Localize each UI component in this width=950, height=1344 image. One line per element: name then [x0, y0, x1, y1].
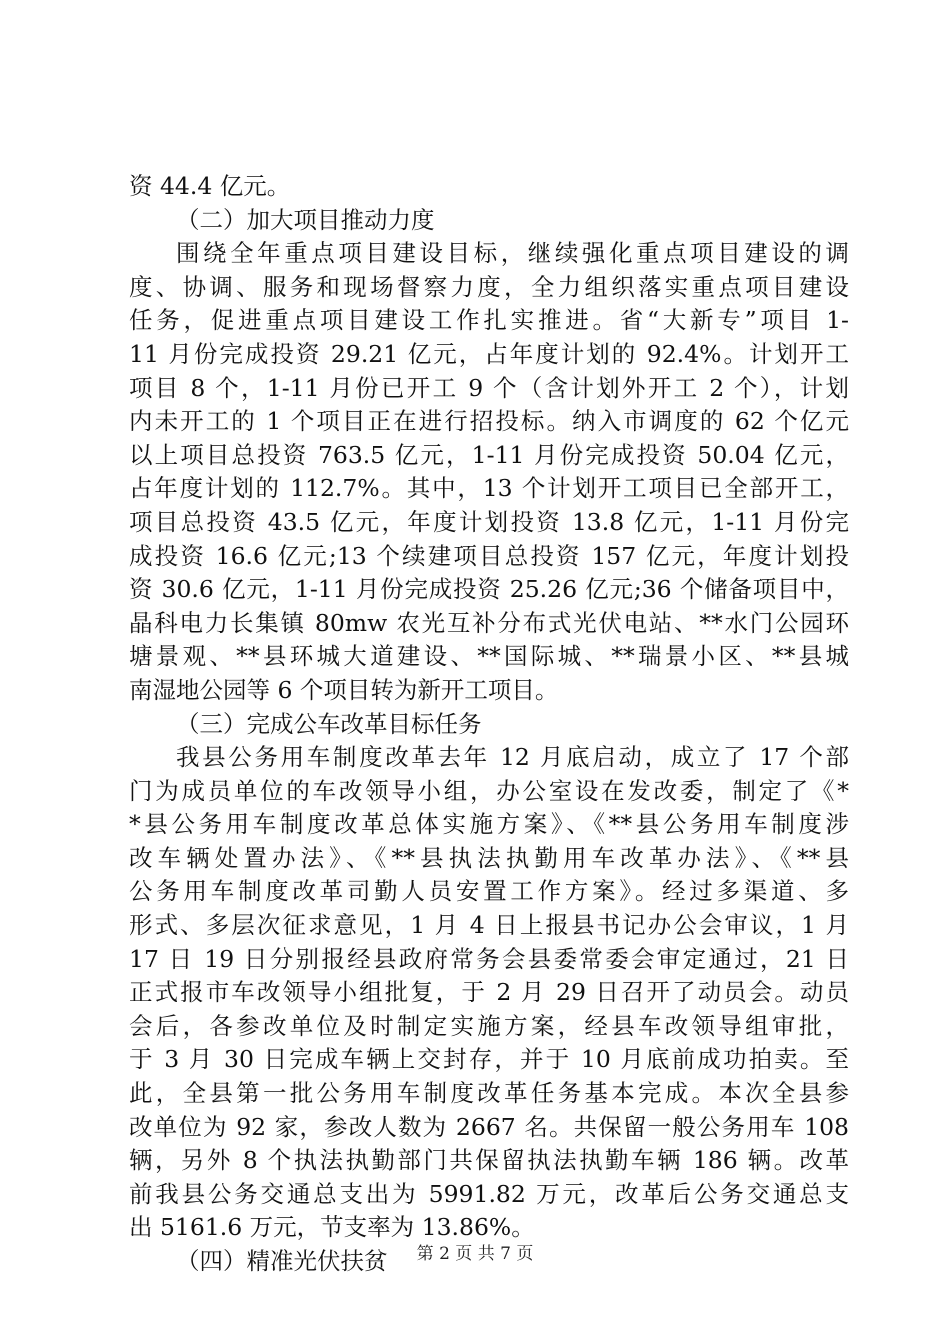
text-line: 围绕全年重点项目建设目标，继续强化重点项目建设的调 [176, 239, 849, 268]
document-body [129, 170, 849, 1279]
text-line: 前我县公务交通总支出为 5991.82 万元，改革后公务交通总支 [129, 1179, 849, 1208]
text-line: 正式报市车改领导小组批复，于 2 月 29 日召开了动员会。动员 [129, 978, 849, 1007]
text-line: 占年度计划的 112.7%。其中，13 个计划开工项目已全部开工， [129, 474, 849, 503]
text-line: 资 30.6 亿元，1-11 月份完成投资 25.26 亿元;36 个储备项目中， [129, 575, 849, 604]
text-line: 塘景观、**县环城大道建设、**国际城、**瑞景小区、**县城 [129, 642, 849, 671]
text-line: 17 日 19 日分别报经县政府常务会县委常委会审定通过，21 日 [129, 944, 849, 973]
page-footer: 第 2 页 共 7 页 [416, 1244, 534, 1264]
text-line: 于 3 月 30 日完成车辆上交封存，并于 10 月底前成功拍卖。至 [129, 1045, 849, 1074]
section-heading: （四）精准光伏扶贫 [176, 1247, 388, 1275]
text-line: 11 月份完成投资 29.21 亿元，占年度计划的 92.4%。计划开工 [129, 339, 849, 368]
text-line: *县公务用车制度改革总体实施方案》、《**县公务用车制度涉 [129, 810, 849, 839]
text-line: 改单位为 92 家，参改人数为 2667 名。共保留一般公务用车 108 [129, 1112, 849, 1141]
text-line: 以上项目总投资 763.5 亿元，1-11 月份完成投资 50.04 亿元， [129, 440, 849, 469]
text-line: 内未开工的 1 个项目正在进行招投标。纳入市调度的 62 个亿元 [129, 407, 849, 436]
text-line: 门为成员单位的车改领导小组，办公室设在发改委，制定了《* [129, 776, 849, 805]
text-line: 任务，促进重点项目建设工作扎实推进。省“大新专”项目 1- [129, 306, 849, 335]
text-line: 晶科电力长集镇 80mw 农光互补分布式光伏电站、**水门公园环 [129, 608, 849, 637]
text-line: 出 5161.6 万元，节支率为 13.86%。 [129, 1213, 535, 1242]
text-line: 形式、多层次征求意见，1 月 4 日上报县书记办公会审议，1 月 [129, 911, 849, 940]
text-line: 资 44.4 亿元。 [129, 172, 291, 200]
text-line: 南湿地公园等 6 个项目转为新开工项目。 [129, 675, 559, 704]
text-line: 辆，另外 8 个执法执勤部门共保留执法执勤车辆 186 辆。改革 [129, 1146, 849, 1175]
text-line: 我县公务用车制度改革去年 12 月底启动，成立了 17 个部 [176, 743, 849, 772]
text-line: 公务用车制度改革司勤人员安置工作方案》。经过多渠道、多 [129, 877, 849, 906]
text-line: 度、协调、服务和现场督察力度，全力组织落实重点项目建设 [129, 272, 849, 301]
text-line: 成投资 16.6 亿元;13 个续建项目总投资 157 亿元，年度计划投 [129, 541, 849, 570]
text-line: 改车辆处置办法》、《**县执法执勤用车改革办法》、《**县 [129, 843, 849, 872]
text-line: 此，全县第一批公务用车制度改革任务基本完成。本次全县参 [129, 1079, 849, 1108]
text-line: 会后，各参改单位及时制定实施方案，经县车改领导组审批， [129, 1011, 849, 1040]
text-line: 项目 8 个，1-11 月份已开工 9 个（含计划外开工 2 个），计划 [129, 373, 849, 402]
text-line: 项目总投资 43.5 亿元，年度计划投资 13.8 亿元，1-11 月份完 [129, 507, 849, 536]
section-heading: （二）加大项目推动力度 [176, 205, 435, 234]
section-heading: （三）完成公车改革目标任务 [176, 709, 482, 738]
